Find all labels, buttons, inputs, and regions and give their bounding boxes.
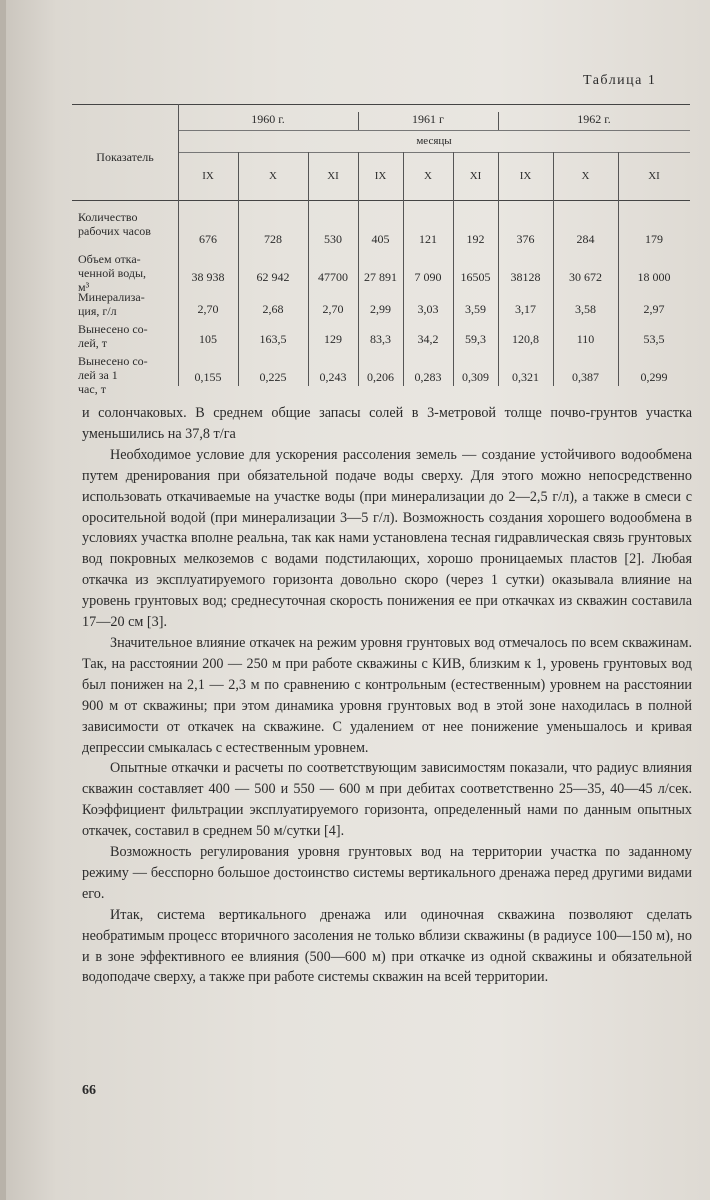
table-cell: 2,70: [322, 302, 344, 316]
table-cell: 3,59: [465, 302, 486, 316]
table-cell: 3,03: [417, 302, 439, 316]
table-cell: 728: [264, 232, 282, 246]
table-cell: 38128: [510, 270, 541, 284]
table-cell: 105: [199, 332, 217, 346]
table-cell: 2,68: [262, 302, 284, 316]
year-divider: [498, 112, 499, 130]
table-cell: 27 891: [364, 270, 397, 284]
table-cell: 0,309: [462, 370, 489, 384]
column-rule: [618, 152, 619, 386]
paragraph: Возможность регулирования уровня грунтовых вод на территории участка по заданному режиму — бесспорно большое достоинство системы вертикального дренажа перед другими видами его.: [82, 844, 692, 902]
table-cell: 405: [371, 232, 390, 246]
table-cell: 2,70: [197, 302, 219, 316]
table-cell: 120,8: [512, 332, 539, 346]
month-header: IX: [202, 170, 214, 182]
table-caption: Таблица 1: [583, 73, 657, 88]
year-divider: [358, 112, 359, 130]
body-text: [82, 403, 692, 988]
column-rule: [358, 152, 359, 386]
table-cell: 3,58: [575, 302, 596, 316]
column-rule: [453, 152, 454, 386]
table-cell: 59,3: [465, 332, 486, 346]
paragraph: и солончаковых. В среднем общие запасы солей в 3-метровой толще почво-грунтов участка уменьшились на 37,8 т/га: [82, 405, 692, 442]
row-label: Вынесено со- лей, т: [78, 322, 148, 350]
table-cell: 0,243: [319, 370, 347, 384]
month-header: X: [424, 170, 432, 182]
month-header: XI: [648, 170, 660, 182]
table-cell: 0,155: [194, 370, 222, 384]
column-rule: [403, 152, 404, 386]
column-rule: [238, 152, 239, 386]
column-rule: [308, 152, 309, 386]
row-label: Количество рабочих часов: [78, 210, 151, 238]
year-1961: 1961 г: [412, 112, 444, 126]
table-cell: 18 000: [637, 270, 671, 284]
month-header: XI: [327, 170, 339, 182]
table-cell: 0,225: [259, 370, 287, 384]
table-cell: 62 942: [256, 270, 290, 284]
column-rule: [553, 152, 554, 386]
table-cell: 38 938: [191, 270, 225, 284]
table-cell: 2,97: [643, 302, 665, 316]
table-cell: 129: [324, 332, 342, 346]
row-label: Объем отка- ченной воды, м³: [78, 252, 147, 294]
months-rule: [178, 152, 690, 153]
row-label: Минерализа- ция, г/л: [78, 290, 145, 318]
table-cell: 16505: [460, 270, 491, 284]
paragraph: Опытные откачки и расчеты по соответствующим зависимостям показали, что радиус влияния скважин составляет 400 — 500 и 550 — 600 м при дебитах соответственно 25—35, 40—45 л/сек. Коэффициент фильтрации эксплуатируемого горизонта, определенный нами по данным опытных откачек, составил в среднем 50 м/сутки [4].: [82, 760, 692, 840]
year-rule: [178, 130, 690, 131]
paragraph: Необходимое условие для ускорения рассоления земель — создание устойчивого водообмена путем дренирования при обязательной подаче воды сверху. Для этого можно непосредственно использовать откачиваемые на участке воды (при минерализации до 2—2,5 г/л), а также в смеси с оросительной водой (при минерализации 3—5 г/л). Возможность создания хорошего водообмена в условиях участка вполне реальна, так как нами установлена тесная гидравлическая связь грунтовых вод покровных мелкоземов с водами подстилающих, хорошо проницаемых пластов [2]. Любая откачка из эксплуатируемого горизонта довольно скоро (через 1 сутки) оказывала влияние на уровень грунтовых вод; среднесуточная скорость понижения ее при откачках из скважин составила 17—20 см [3].: [82, 446, 692, 631]
data-table: [72, 104, 690, 396]
table-cell: 2,99: [370, 302, 391, 316]
table-cell: 163,5: [259, 332, 287, 346]
table-cell: 34,2: [417, 332, 439, 346]
table-cell: 47700: [318, 270, 348, 284]
year-1962: 1962 г.: [577, 112, 611, 126]
column-rule: [498, 152, 499, 386]
months-label: месяцы: [416, 135, 452, 147]
table-cell: 0,299: [640, 370, 668, 384]
table-cell: 376: [516, 232, 535, 246]
table-cell: 0,283: [414, 370, 442, 384]
month-header: IX: [374, 170, 387, 182]
table-cell: 83,3: [370, 332, 391, 346]
paragraph: Значительное влияние откачек на режим уровня грунтовых вод отмечалось по всем скважинам. Так, на расстоянии 200 — 250 м при работе скважины с КИВ, близким к 1, уровень грунтовых вод был понижен на 2,1 — 2,3 м по сравнению с контрольным (естественным) уровнем на расстоянии 900 м от скважины; при этом динамика уровня грунтовых вод в этой зоне находилась в полной зависимости от откачек на скважине. С удалением от нее понижение уменьшалось и кривая депрессии смыкалась с естественным уровнем.: [82, 634, 692, 756]
table-cell: 530: [324, 232, 342, 246]
table-cell: 0,387: [572, 370, 599, 384]
table-cell: 30 672: [569, 270, 602, 284]
paragraph: Итак, система вертикального дренажа или одиночная скважина позволяют сделать необратимым процесс вторичного засоления не только вблизи скважины (в радиусе 100—150 м), но и в зоне эффективного ее влияния (500—600 м) при откачке из одной скважины и обязательной водоподаче сверху, а также при работе системы скважин на всей территории.: [82, 906, 692, 986]
table-cell: 0,206: [367, 370, 394, 384]
table-cell: 0,321: [512, 370, 539, 384]
table-cell: 7 090: [414, 270, 442, 284]
month-header: XI: [469, 170, 482, 182]
month-header: X: [581, 170, 590, 182]
year-1960: 1960 г.: [251, 112, 285, 126]
month-header: X: [269, 170, 277, 182]
row-label: Вынесено со- лей за 1 час, т: [78, 354, 148, 396]
month-header: IX: [519, 170, 532, 182]
table-cell: 53,5: [643, 332, 665, 346]
table-cell: 179: [645, 232, 663, 246]
table-cell: 110: [576, 332, 595, 346]
table-cell: 3,17: [515, 302, 536, 316]
page-number: 66: [82, 1083, 96, 1098]
table-cell: 121: [419, 232, 437, 246]
table-cell: 192: [466, 232, 485, 246]
page-edge: [0, 0, 6, 1200]
table-top-rule: [72, 104, 690, 105]
table-cell: 676: [199, 232, 217, 246]
header-bottom-rule: [72, 200, 690, 201]
table-cell: 284: [576, 232, 595, 246]
header-label: Показатель: [96, 150, 154, 164]
